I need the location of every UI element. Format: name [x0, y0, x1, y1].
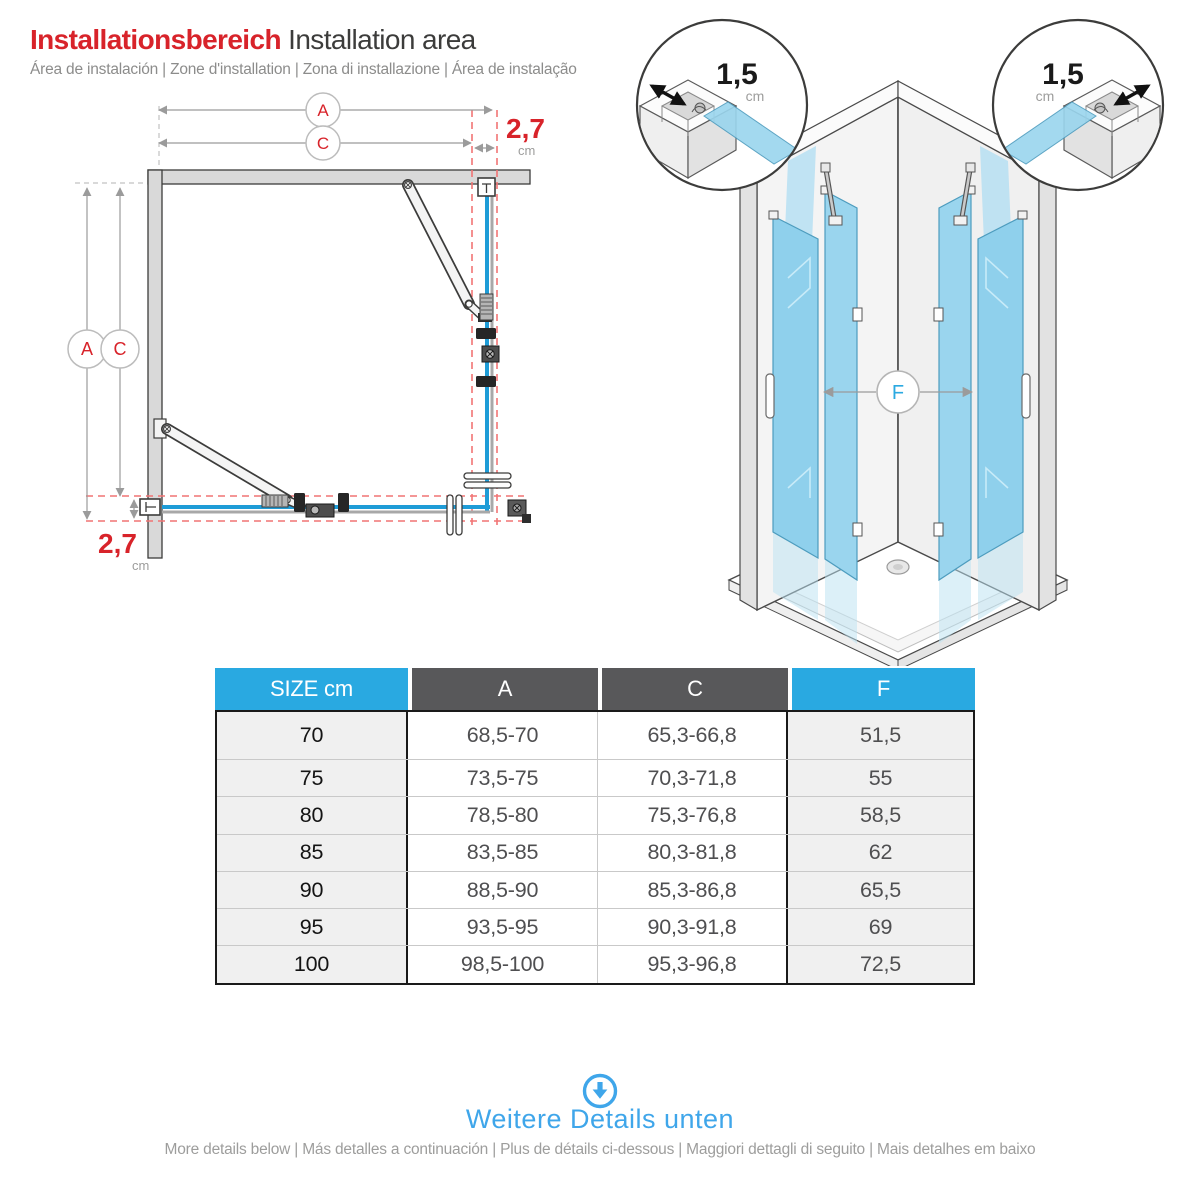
table-cell: 80,3-81,8 [598, 835, 788, 871]
table-cell: 75,3-76,8 [598, 797, 788, 833]
table-cell: 78,5-80 [408, 797, 598, 833]
table-cell: 93,5-95 [408, 909, 598, 945]
table-cell: 51,5 [788, 712, 973, 759]
table-cell: 70 [217, 712, 408, 759]
table-cell: 72,5 [788, 946, 973, 982]
table-cell: 55 [788, 760, 973, 796]
table-row [217, 945, 973, 982]
plan-bottom-gap-unit: cm [132, 558, 150, 573]
iso-detail-left-value: 1,5 [716, 58, 758, 91]
more-details-languages: More details below | Más detalles a continuación | Plus de détails ci-dessous | Maggiori dettagli di seguito | Mais detalhes em baixo [164, 1141, 1036, 1158]
plan-label-c-top: C [316, 134, 330, 153]
table-cell: 65,5 [788, 872, 973, 908]
more-details-headline[interactable]: Weitere Details unten [465, 1104, 735, 1134]
page-subtitle-languages: Área de instalación | Zone d'installation | Zona di installazione | Área de instalação [30, 61, 577, 78]
size-table-header [215, 668, 975, 710]
table-cell: 95,3-96,8 [598, 946, 788, 982]
table-cell: 70,3-71,8 [598, 760, 788, 796]
table-cell: 95 [217, 909, 408, 945]
page-header [30, 24, 577, 79]
table-row [217, 834, 973, 871]
iso-label-f: F [891, 382, 905, 404]
plan-corner-connector [508, 500, 531, 523]
plan-label-a-side: A [80, 339, 94, 359]
plan-label-a-top: A [317, 101, 329, 120]
table-header-cell: SIZE cm [215, 668, 408, 710]
iso-detail-circle-right [993, 20, 1163, 190]
iso-detail-right-unit: cm [1035, 88, 1055, 104]
table-cell: 98,5-100 [408, 946, 598, 982]
table-cell: 85,3-86,8 [598, 872, 788, 908]
iso-detail-circle-left [637, 20, 807, 190]
plan-view-diagram [40, 88, 580, 588]
table-row [217, 871, 973, 908]
table-cell: 80 [217, 797, 408, 833]
table-cell: 68,5-70 [408, 712, 598, 759]
table-header-cell: C [598, 668, 788, 710]
plan-pivot-arm-bottom [154, 419, 301, 506]
table-cell: 62 [788, 835, 973, 871]
table-cell: 90 [217, 872, 408, 908]
plan-bottom-gap-value: 2,7 [98, 528, 137, 559]
table-cell: 88,5-90 [408, 872, 598, 908]
plan-glass-doors [162, 188, 492, 512]
page-title-en: Installation area [288, 24, 476, 55]
iso-detail-left-unit: cm [745, 88, 765, 104]
plan-pivot-arm-top [405, 182, 492, 322]
plan-dimension-bubbles [68, 93, 340, 368]
table-row [217, 796, 973, 833]
table-row [217, 908, 973, 945]
table-cell: 69 [788, 909, 973, 945]
table-cell: 75 [217, 760, 408, 796]
page-title-de: Installationsbereich [30, 24, 281, 55]
iso-detail-right-value: 1,5 [1042, 58, 1084, 91]
size-table-body [215, 710, 975, 985]
plan-door-handles [447, 473, 511, 535]
plan-top-gap-unit: cm [518, 143, 536, 158]
table-header-cell: A [408, 668, 598, 710]
plan-wall-brackets [140, 178, 495, 515]
table-cell: 85 [217, 835, 408, 871]
plan-top-gap-value: 2,7 [506, 113, 545, 144]
table-cell: 65,3-66,8 [598, 712, 788, 759]
table-cell: 90,3-91,8 [598, 909, 788, 945]
plan-witness-lines [75, 106, 159, 183]
table-cell: 58,5 [788, 797, 973, 833]
table-row [217, 759, 973, 796]
table-header-cell: F [788, 668, 975, 710]
table-row [217, 712, 973, 759]
size-table [215, 668, 975, 985]
iso-view-diagram [620, 18, 1180, 666]
table-cell: 83,5-85 [408, 835, 598, 871]
page-title [30, 24, 577, 56]
table-cell: 73,5-75 [408, 760, 598, 796]
plan-label-c-side: C [113, 339, 127, 359]
table-cell: 100 [217, 946, 408, 982]
